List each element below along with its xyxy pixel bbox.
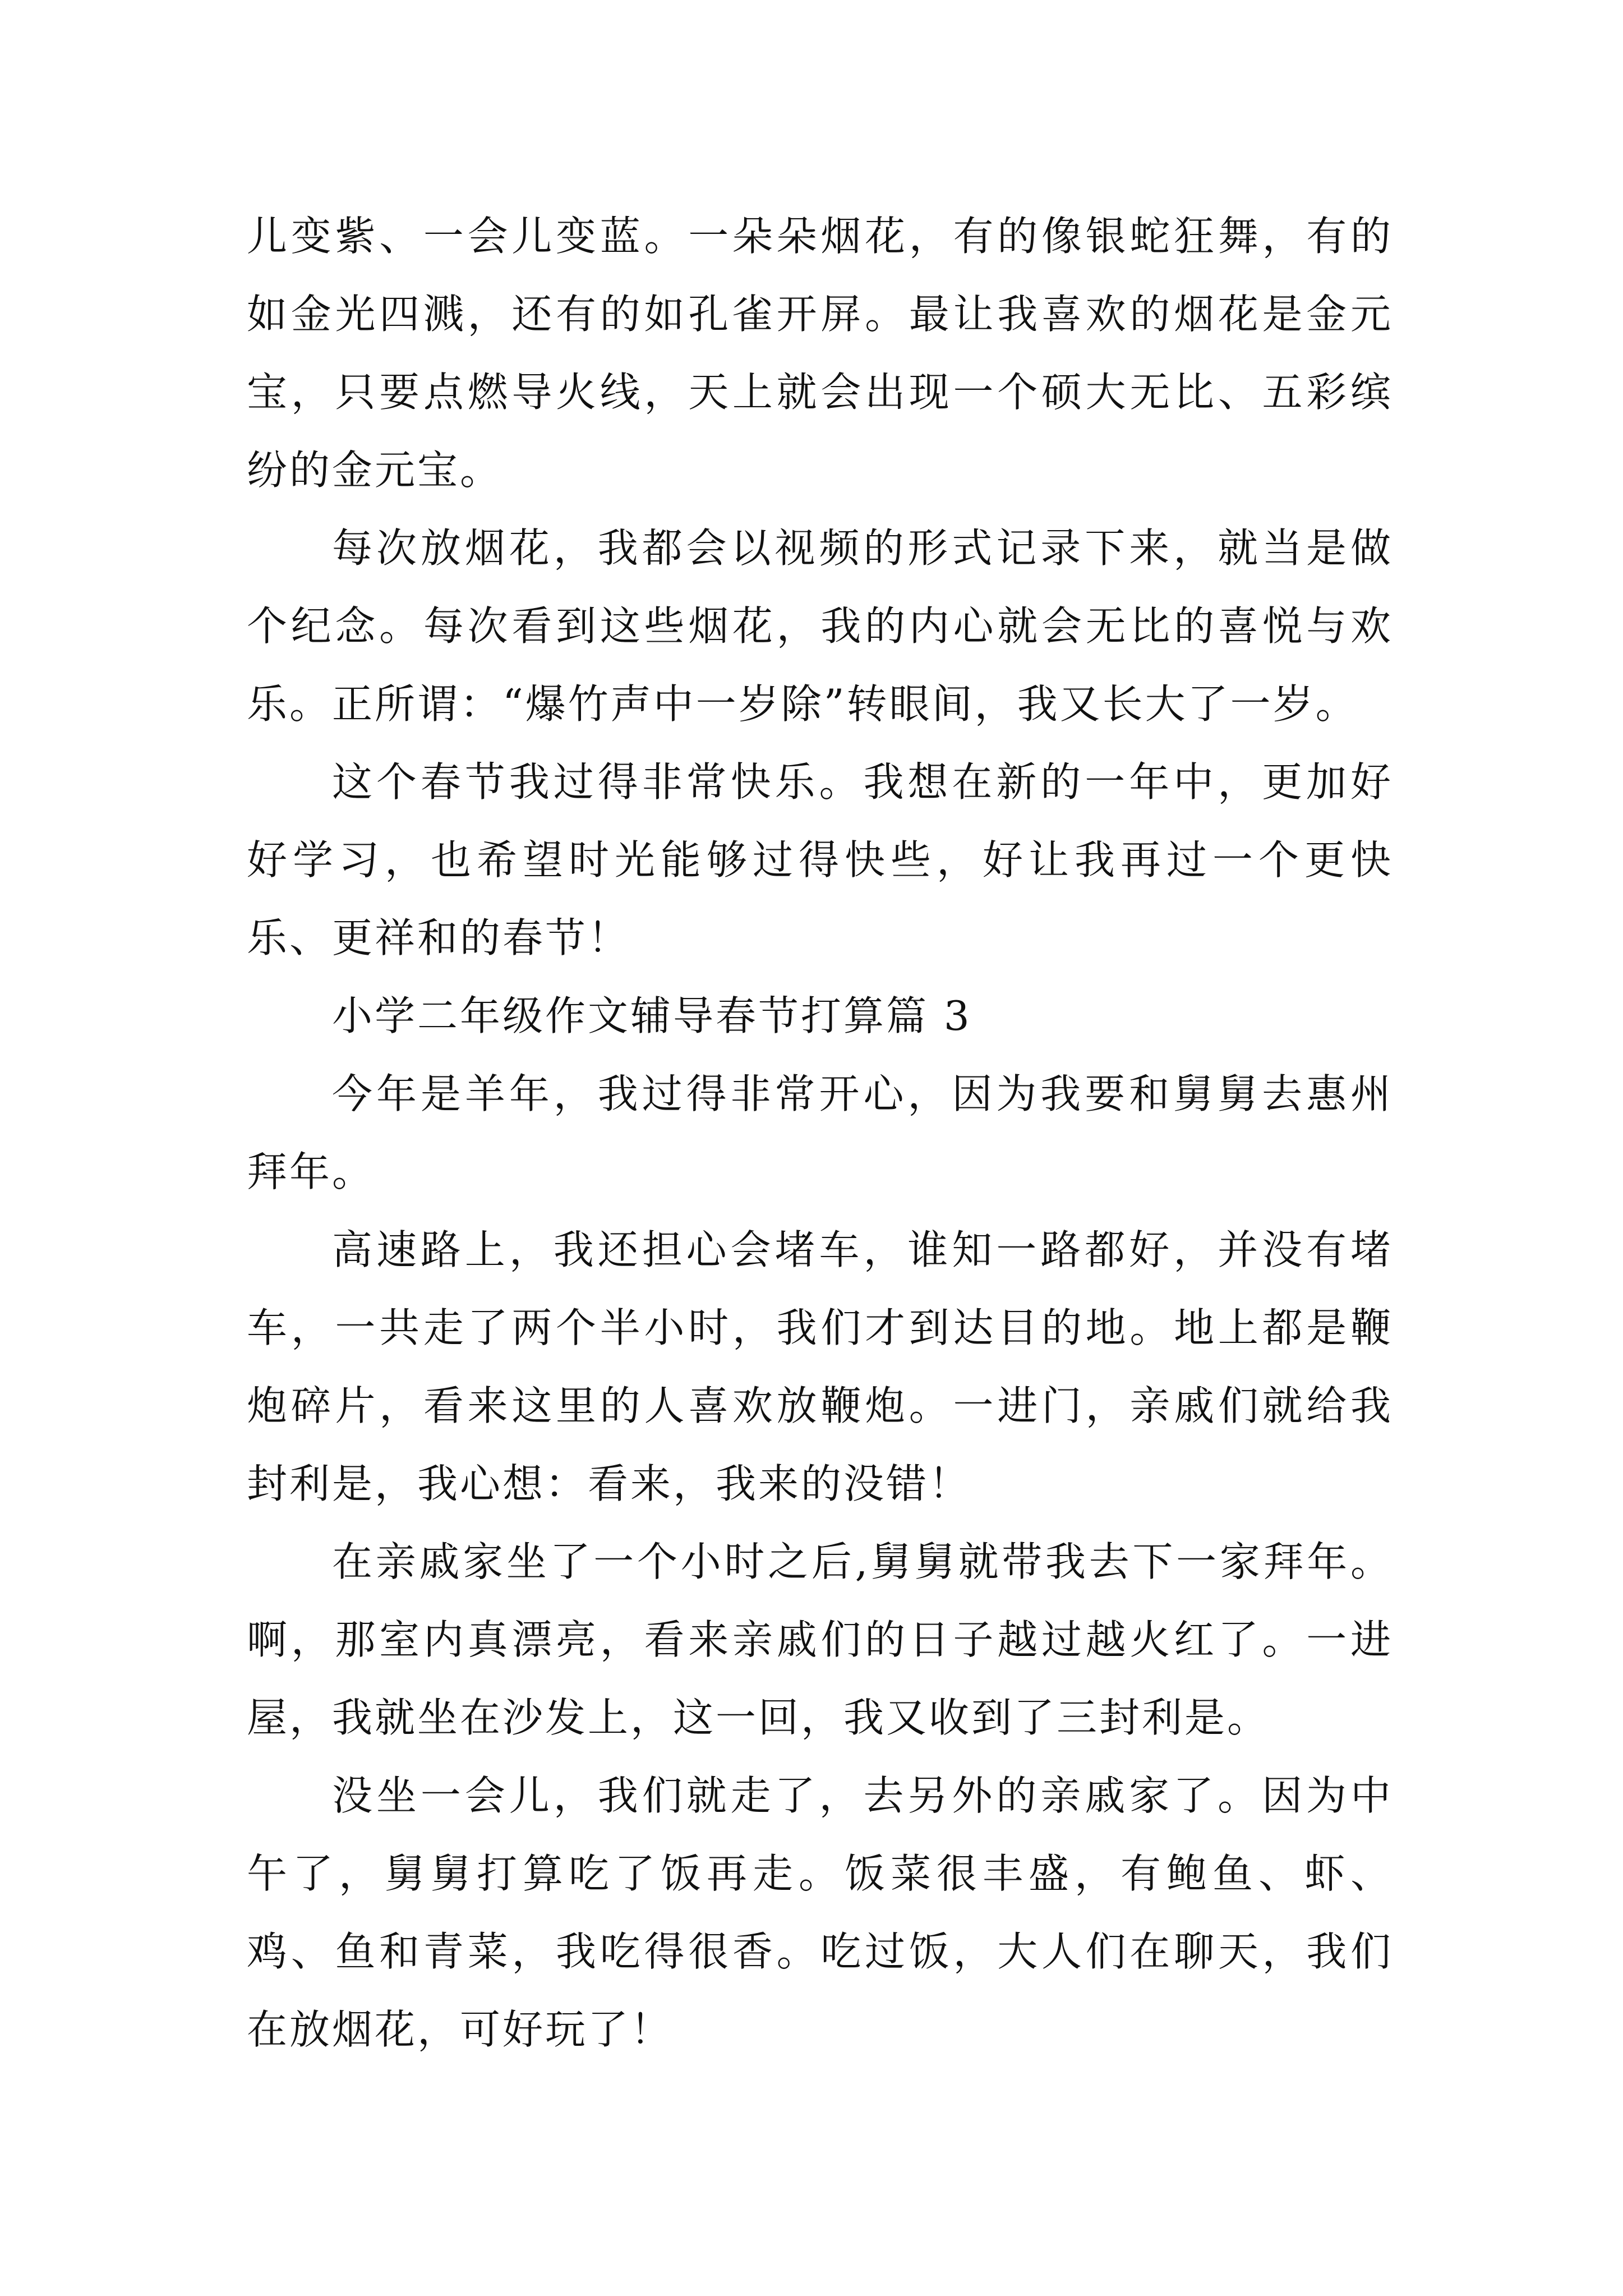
- paragraph-1: 儿变紫、一会儿变蓝。一朵朵烟花，有的像银蛇狂舞，有的如金光四溅，还有的如孔雀开屏。最让我喜欢的烟花是金元宝，只要点燃导火线，天上就会出现一个硕大无比、五彩缤纷的金元宝。: [247, 213, 1393, 494]
- paragraph-7: 在亲戚家坐了一个小时之后,舅舅就带我去下一家拜年。啊，那室内真漂亮，看来亲戚们的日子越过越火红了。一进屋，我就坐在沙发上，这一回，我又收到了三封利是。: [247, 1538, 1393, 1741]
- paragraph-8: 没坐一会儿，我们就走了，去另外的亲戚家了。因为中午了，舅舅打算吃了饭再走。饭菜很丰盛，有鲍鱼、虾、鸡、鱼和青菜，我吃得很香。吃过饭，大人们在聊天，我们在放烟花，可好玩了！: [247, 1772, 1393, 2053]
- essay-body: [247, 197, 1393, 2069]
- paragraph-3: 这个春节我过得非常快乐。我想在新的一年中，更加好好学习，也希望时光能够过得快些，好让我再过一个更快乐、更祥和的春节！: [247, 758, 1393, 961]
- paragraph-6: 高速路上，我还担心会堵车，谁知一路都好，并没有堵车，一共走了两个半小时，我们才到达目的地。地上都是鞭炮碎片，看来这里的人喜欢放鞭炮。一进门，亲戚们就给我封利是，我心想：看来，我来的没错！: [247, 1226, 1393, 1507]
- paragraph-5: 今年是羊年，我过得非常开心，因为我要和舅舅去惠州拜年。: [247, 1070, 1393, 1195]
- section-heading: 小学二年级作文辅导春节打算篇 3: [332, 992, 972, 1039]
- paragraph-2: 每次放烟花，我都会以视频的形式记录下来，就当是做个纪念。每次看到这些烟花，我的内心就会无比的喜悦与欢乐。正所谓：“爆竹声中一岁除”转眼间，我又长大了一岁。: [247, 524, 1393, 728]
